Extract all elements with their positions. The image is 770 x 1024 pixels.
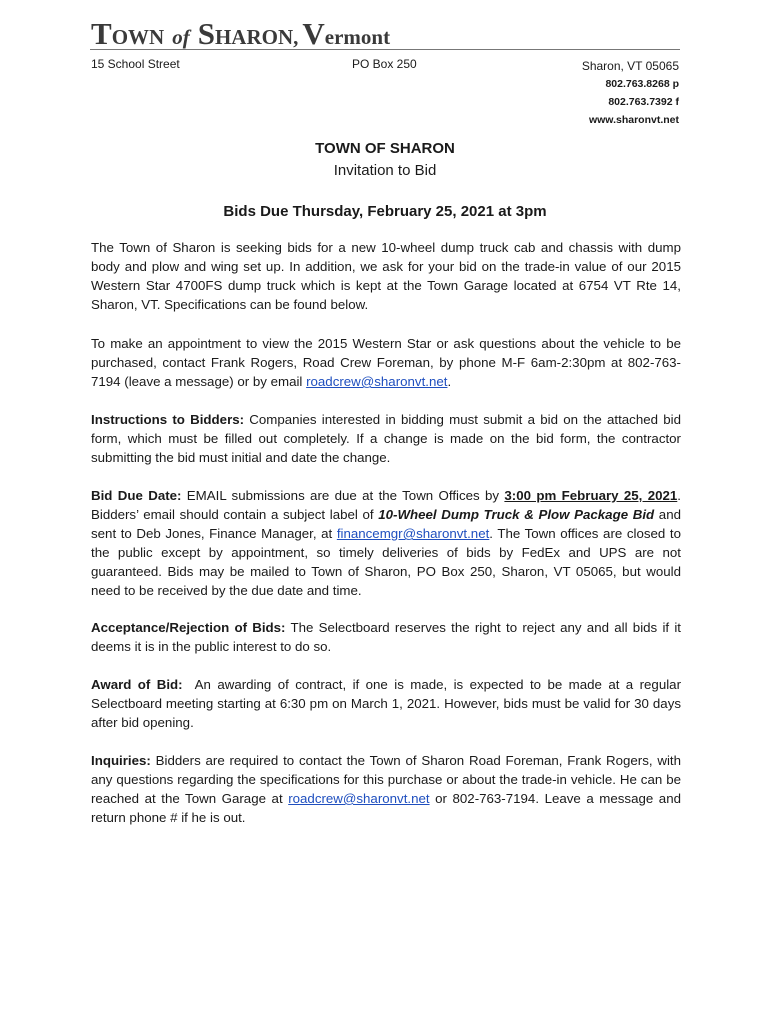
letterhead-title	[91, 18, 390, 49]
roadcrew-email-link[interactable]: roadcrew@sharonvt.net	[306, 374, 448, 389]
bid-due-text-2: . Bidders’ email should contain a subject label of	[91, 488, 681, 522]
letterhead-title-t: T	[91, 16, 112, 51]
financemgr-email-link[interactable]: financemgr@sharonvt.net	[336, 526, 490, 541]
bid-due-date-label: Bid Due Date:	[91, 488, 182, 503]
letterhead-title-comma: ,	[293, 25, 299, 49]
acceptance-text: The Selectboard reserves the right to reject any and all bids if it deems it is in the public interest to do so.	[91, 620, 681, 654]
letterhead-divider	[90, 49, 680, 50]
paragraph-award	[91, 675, 685, 732]
inquiries-label: Inquiries:	[91, 753, 151, 768]
letterhead-city: Sharon, VT 05065	[581, 59, 679, 73]
inquiries-text-2: or 802-763-7194. Leave a message and return phone # if he is out.	[91, 791, 681, 825]
letterhead-contact	[582, 57, 679, 129]
appointment-text: To make an appointment to view the 2015 Western Star or ask questions about the vehicle to be purchased, contact Frank Rogers, Road Crew Foreman, by phone M-F 6am-2:30pm at 802-763-7194 (leave a message) or by email	[91, 336, 681, 389]
award-text: An awarding of contract, if one is made, is expected to be made at a regular Selectboard meeting starting at 6:30 pm on March 1, 2021. However, bids must be valid for 30 days after bid opening.	[91, 677, 685, 730]
letterhead-title-own: OWN	[111, 25, 165, 49]
paragraph-inquiries	[91, 751, 681, 827]
inquiries-text-1: Bidders are required to contact the Town of Sharon Road Foreman, Frank Rogers, with any questions regarding the specifications for this purchase or about the trade-in vehicle. He can be reached at the Town Garage at	[91, 753, 681, 806]
letterhead-fax: 802.763.7392 f	[608, 96, 679, 108]
bid-due-text-1: EMAIL submissions are due at the Town Offices by	[181, 488, 505, 503]
letterhead-phone: 802.763.8268 p	[605, 78, 679, 90]
intro-text: The Town of Sharon is seeking bids for a new 10-wheel dump truck cab and chassis with dump body and plow and wing set up. In addition, we ask for your bid on the trade-in value of our 2015 Western Star 4700FS dump truck which is kept at the Town Garage located at 6754 VT Rte 14, Sharon, VT. Specifications can be found below.	[91, 240, 681, 312]
instructions-label: Instructions to Bidders:	[91, 412, 245, 427]
acceptance-label: Acceptance/Rejection of Bids:	[91, 620, 286, 635]
letterhead-street: 15 School Street	[91, 57, 180, 71]
paragraph-intro	[91, 238, 681, 314]
heading-bids-due: Bids Due Thursday, February 25, 2021 at 3pm	[223, 203, 547, 220]
letterhead-title-ermont: ermont	[324, 25, 391, 49]
bid-due-deadline: 3:00 pm February 25, 2021	[504, 488, 678, 503]
paragraph-instructions	[91, 410, 681, 467]
bid-subject-label: 10-Wheel Dump Truck & Plow Package Bid	[378, 507, 655, 522]
heading-town: TOWN OF SHARON	[315, 140, 455, 157]
paragraph-acceptance	[91, 618, 681, 656]
roadcrew-email-link-2[interactable]: roadcrew@sharonvt.net	[288, 791, 430, 806]
instructions-text: Companies interested in bidding must submit a bid on the attached bid form, which must be filled out completely. If a change is made on the bid form, the contractor submitting the bid must initial and date the change.	[91, 412, 681, 465]
award-label: Award of Bid:	[91, 677, 183, 692]
appointment-end: .	[447, 374, 452, 389]
paragraph-bid-due-date	[91, 486, 681, 600]
letterhead-website: www.sharonvt.net	[588, 114, 679, 126]
paragraph-appointment	[91, 334, 681, 391]
letterhead-title-of: of	[172, 25, 190, 49]
heading-invitation: Invitation to Bid	[333, 162, 437, 179]
letterhead-title-haron: HARON	[214, 25, 294, 49]
bid-due-text-3: and sent to Deb Jones, Finance Manager, at	[91, 507, 681, 541]
letterhead-po-box: PO Box 250	[352, 57, 417, 71]
letterhead-title-s: S	[197, 16, 215, 51]
letterhead-title-v: V	[302, 16, 325, 51]
bid-due-text-4: . The Town offices are closed to the public except by appointment, so timely deliveries of bids by FedEx and UPS are not guaranteed. Bids may be mailed to Town of Sharon, PO Box 250, Sharon, VT 05065, but would need to be received by the due date and time.	[91, 526, 681, 598]
